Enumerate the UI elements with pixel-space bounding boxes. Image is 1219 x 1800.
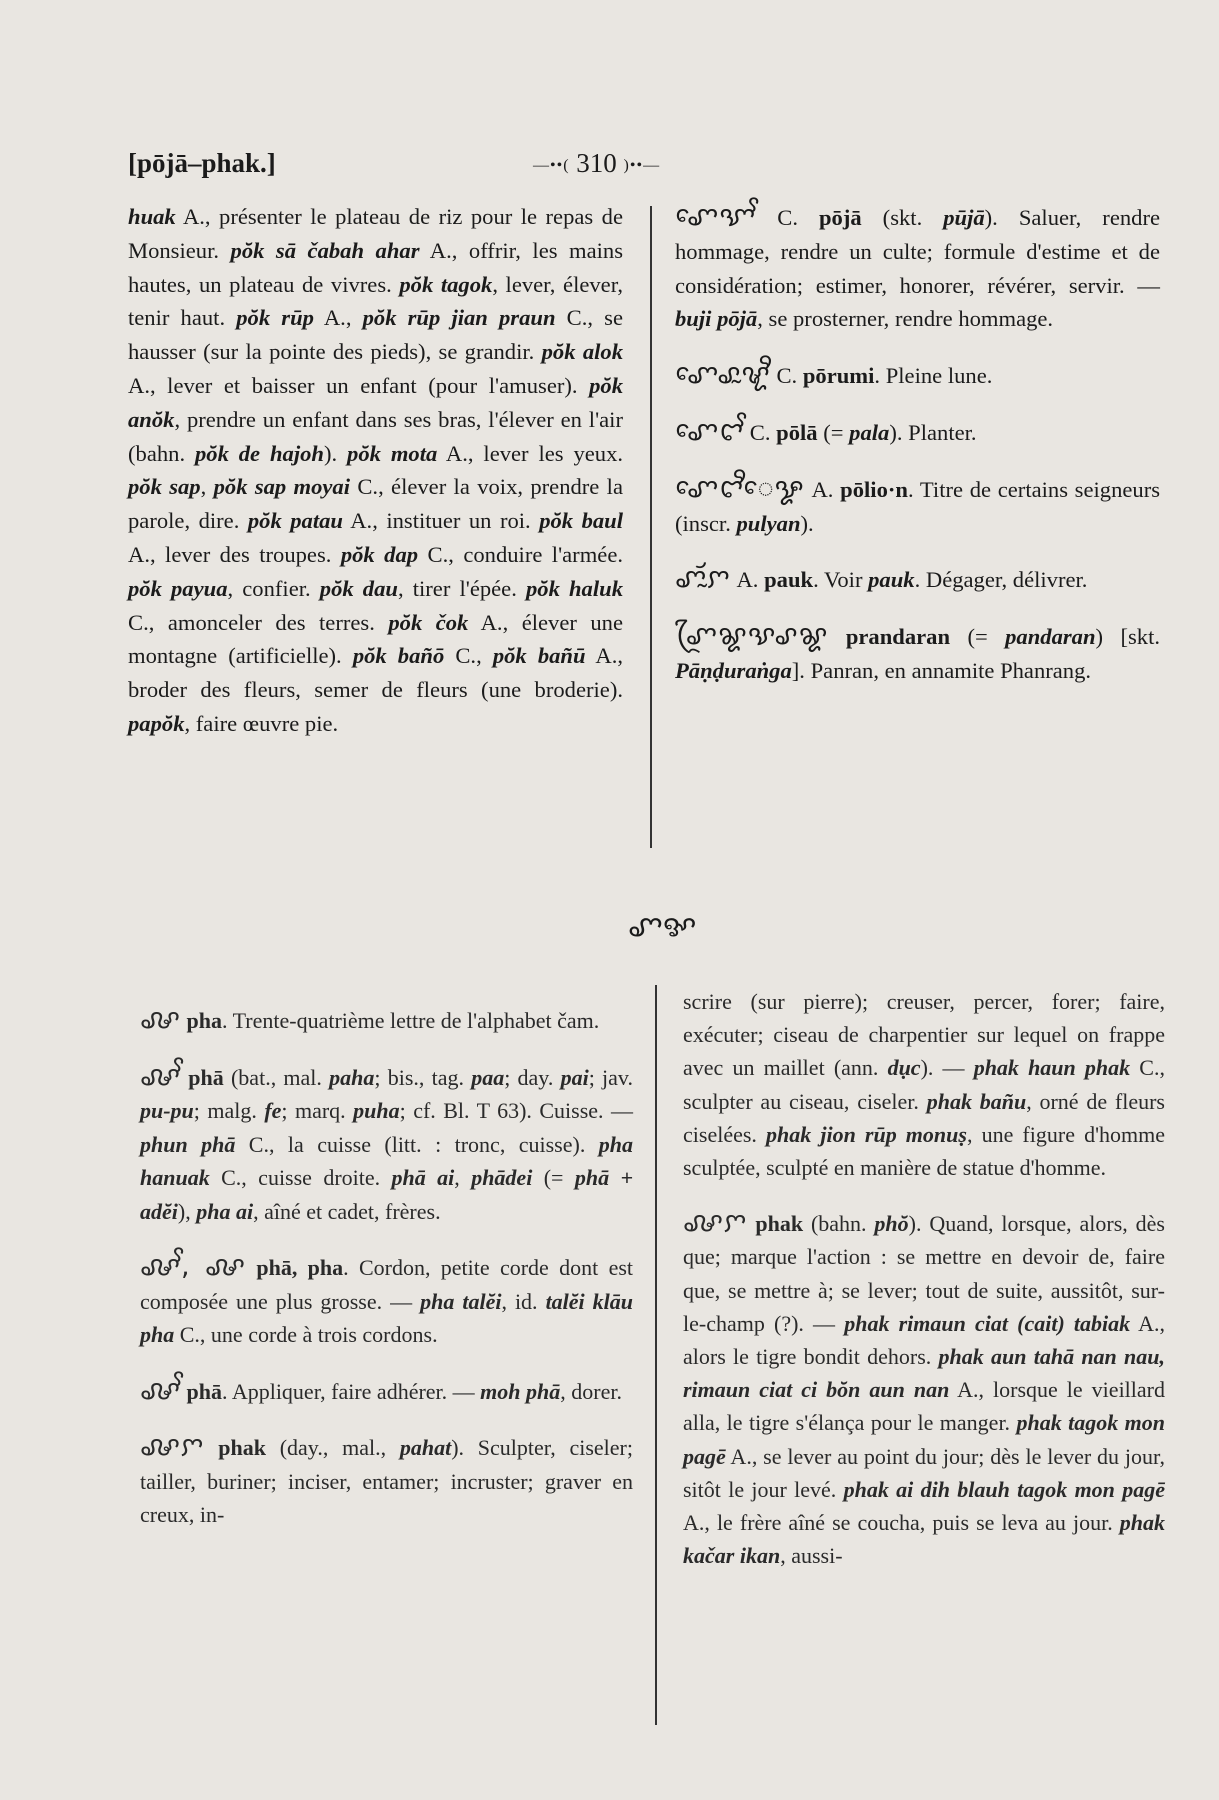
- text-run: C.: [770, 363, 803, 389]
- text-run: ). Planter.: [889, 419, 977, 445]
- text-run: , prendre un enfant dans ses bras, l'élever en l'air (bahn.: [128, 406, 623, 466]
- text-run: ; cf. Bl. T 63). Cuisse. —: [399, 1098, 633, 1123]
- text-run: C., se hausser (sur la pointe des pieds), se grandir.: [128, 305, 624, 365]
- text-run: C.: [756, 205, 819, 230]
- italic-term: pala: [849, 419, 890, 445]
- cham-script: ꨜꨆ: [683, 1207, 748, 1239]
- italic-term: pha hanuak: [140, 1131, 633, 1190]
- text-run: A., offrir, les mains hautes, un plateau de vivres.: [128, 237, 623, 297]
- text-run: ),: [177, 1198, 197, 1224]
- page-number: 310: [576, 148, 617, 178]
- text-run: ).: [800, 510, 814, 536]
- text-run: . Trente-quatrième lettre de l'alphabet čam.: [222, 1008, 600, 1033]
- italic-term: phak ai dih blauh tagok mon pagē: [843, 1476, 1165, 1502]
- italic-term: pŏk rūp jian praun: [362, 305, 556, 331]
- italic-term: pŏk baul: [539, 508, 624, 534]
- italic-term: pahat: [399, 1435, 452, 1460]
- headword: phā: [188, 1064, 224, 1090]
- headword: pōlā: [776, 419, 818, 445]
- column-left-bottom: [140, 1003, 633, 1554]
- text-run: (skt.: [861, 205, 944, 230]
- text-run: , tirer l'épée.: [397, 575, 526, 601]
- cham-script: ꨜꨩ: [140, 1060, 182, 1092]
- cham-script: ꨜꨩ: [140, 1374, 182, 1406]
- italic-term: pūjā: [943, 205, 985, 230]
- text-run: . Titre de certains seigneurs (inscr.: [675, 476, 1161, 536]
- text-run: , lever, élever, tenir haut.: [128, 271, 623, 331]
- entry-continuation: [128, 200, 623, 741]
- text-run: A., lever les yeux.: [437, 440, 624, 466]
- italic-term: paha: [329, 1064, 375, 1090]
- italic-term: phā ai: [391, 1165, 455, 1190]
- running-head: [pōjā–phak.]: [128, 148, 276, 178]
- text-run: A., instituer un roi.: [342, 508, 540, 534]
- text-run: . Pleine lune.: [874, 363, 993, 389]
- headword: pōjā: [818, 205, 862, 230]
- italic-term: phun phā: [140, 1131, 236, 1157]
- italic-term: dục: [887, 1055, 921, 1081]
- text-run: (=: [950, 624, 1006, 650]
- column-right-bottom: [683, 985, 1165, 1594]
- text-run: ; day.: [504, 1064, 561, 1090]
- italic-term: pulyan: [736, 510, 801, 536]
- italic-term: phak haun phak: [973, 1055, 1131, 1081]
- text-run: (=: [817, 419, 850, 445]
- cham-script: ꨚꨯꨤꨩ: [675, 415, 745, 447]
- italic-term: phādei: [471, 1165, 533, 1190]
- text-run: C., une corde à trois cordons.: [174, 1322, 438, 1347]
- text-run: , faire œuvre pie.: [184, 710, 339, 736]
- text-run: , confier.: [227, 575, 320, 601]
- italic-term: pŏk payua: [128, 575, 228, 601]
- entry-poja: [675, 200, 1160, 336]
- entry-polion: [675, 472, 1160, 541]
- cham-script: ꨚꨯꨤꨪꨯꨋ: [675, 472, 805, 504]
- text-run: C.,: [444, 643, 493, 669]
- text-run: C., cuisse droite.: [209, 1165, 392, 1190]
- italic-term: pu-pu: [140, 1098, 194, 1123]
- italic-term: pŏk sap moyai: [213, 474, 351, 500]
- headword: phā, pha: [256, 1255, 344, 1280]
- italic-term: pŏk mota: [347, 440, 438, 466]
- italic-term: phā + adĕi: [140, 1165, 633, 1224]
- headword: pōlio·n: [840, 476, 908, 502]
- italic-term: pŏk sap: [128, 474, 201, 500]
- italic-term: phak jion rūp monuṣ: [766, 1121, 967, 1147]
- column-left-top: [128, 200, 623, 741]
- italic-term: moh phā: [480, 1378, 561, 1404]
- text-run: ,: [200, 474, 214, 500]
- text-run: [828, 624, 845, 649]
- section-ornament: ꨚꨀ: [628, 909, 697, 944]
- italic-term: buji pōjā: [675, 306, 758, 332]
- headword: phā: [186, 1378, 223, 1404]
- text-run: , aîné et cadet, frères.: [253, 1198, 441, 1224]
- text-run: (=: [532, 1165, 575, 1190]
- text-run: C., élever la voix, prendre la parole, dire.: [128, 474, 623, 534]
- text-run: ; jav.: [588, 1064, 633, 1090]
- text-run: A.: [730, 567, 765, 593]
- text-run: . Appliquer, faire adhérer. —: [222, 1378, 481, 1404]
- entry-pha-cordon: [140, 1250, 633, 1352]
- italic-term: pŏk haluk: [525, 575, 623, 601]
- column-right-top: [675, 200, 1160, 710]
- italic-term: pandaran: [1005, 624, 1096, 650]
- italic-term: pha ai: [196, 1198, 254, 1224]
- text-run: C., sculpter au ciseau, ciseler.: [683, 1055, 1165, 1114]
- text-run: A., le frère aîné se coucha, puis se leva au jour.: [683, 1510, 1120, 1536]
- italic-term: paa: [471, 1064, 505, 1090]
- text-run: A., présenter le plateau de riz pour le repas de Monsieur.: [128, 204, 623, 263]
- text-run: (bat., mal.: [223, 1064, 330, 1090]
- text-run: ). Sculpter, ciseler; tailler, buriner; inciser, entamer; incruster; graver en creux, in-: [140, 1435, 633, 1527]
- cham-script: ꨚꨮꨭꨆ: [675, 563, 731, 595]
- text-run: scrire (sur pierre); creuser, percer, forer; faire, exécuter; ciseau de charpentier sur lequel on frappe avec un maillet (ann.: [683, 989, 1165, 1081]
- italic-term: papŏk: [128, 710, 185, 736]
- italic-term: pauk: [868, 567, 915, 593]
- text-run: ). —: [920, 1055, 974, 1081]
- entry-phak-sculpter: [140, 1430, 633, 1532]
- italic-term: pŏk de hajoh: [194, 440, 324, 466]
- text-run: ]. Panran, en annamite Phanrang.: [791, 657, 1092, 683]
- italic-term: phak rimaun ciat (cait) tabiak: [844, 1310, 1131, 1336]
- page-header: [128, 148, 1168, 188]
- column-divider-top: [650, 206, 652, 848]
- headword: pha: [186, 1008, 223, 1033]
- text-run: , aussi-: [780, 1543, 843, 1569]
- page-number-group: [533, 148, 660, 179]
- text-run: [204, 1435, 218, 1460]
- italic-term: phŏ: [874, 1211, 909, 1237]
- italic-term: pŏk bañō: [352, 643, 445, 669]
- text-run: . Cordon, petite corde dont est composée une plus grosse. —: [140, 1255, 634, 1314]
- text-run: A.,: [313, 305, 363, 331]
- text-run: [246, 1255, 256, 1280]
- text-run: , une figure d'homme sculptée, sculpté en manière de statue d'homme.: [683, 1121, 1166, 1181]
- italic-term: Pāṇḍuraṅga: [675, 657, 792, 683]
- text-run: , dorer.: [560, 1378, 622, 1404]
- column-divider-bottom: [655, 985, 657, 1725]
- text-run: ). Quand, lorsque, alors, dès que; marque l'action : se mettre en devoir de, faire que, se mettre à; se lever; tout de suite, aussitôt, sur-le-champ (?). —: [683, 1211, 1165, 1336]
- italic-term: fe: [264, 1098, 282, 1123]
- entry-continuation: [683, 985, 1165, 1184]
- entry-prandaran: [675, 619, 1160, 688]
- text-run: (day., mal.,: [265, 1435, 400, 1460]
- text-run: C., amonceler des terres.: [128, 609, 389, 635]
- italic-term: phak kačar ikan: [683, 1510, 1165, 1569]
- cham-script: ꨜꨩ, ꨜ: [140, 1251, 247, 1282]
- headword: phak: [218, 1435, 266, 1460]
- text-run: C., conduire l'armée.: [418, 541, 623, 567]
- entry-pha-letter: [140, 1003, 633, 1038]
- italic-term: puha: [353, 1098, 400, 1123]
- text-run: A., alors le tigre bondit dehors.: [683, 1310, 1165, 1370]
- entry-porumi: [675, 358, 1160, 393]
- italic-term: pŏk dap: [340, 541, 419, 567]
- text-run: , orné de fleurs ciselées.: [683, 1088, 1165, 1147]
- text-run: A., lever des troupes.: [128, 541, 341, 567]
- cham-script: ꨚꨴꨘꨕꨣꨘ: [675, 620, 829, 652]
- headword: phak: [755, 1211, 804, 1237]
- text-run: C.: [744, 419, 777, 445]
- italic-term: pŏk rūp: [236, 305, 314, 331]
- text-run: ) [skt.: [1095, 624, 1160, 650]
- italic-term: phak bañu: [926, 1088, 1027, 1114]
- headword: pauk: [764, 567, 814, 593]
- italic-term: talĕi klāu pha: [140, 1288, 634, 1347]
- headword: pōrumi: [802, 363, 875, 389]
- text-run: ; marq.: [281, 1098, 354, 1123]
- ornament-left: —••(: [533, 156, 570, 174]
- italic-term: pŏk dau: [319, 575, 398, 601]
- italic-term: pŏk anŏk: [128, 372, 623, 432]
- text-run: A., se lever au point du jour; dès le lever du jour, sitôt le jour levé.: [683, 1443, 1165, 1502]
- text-run: A.: [804, 476, 841, 502]
- text-run: C., la cuisse (litt. : tronc, cuisse).: [235, 1131, 599, 1157]
- text-run: ,: [454, 1165, 472, 1190]
- text-run: ).: [323, 440, 348, 466]
- ornament-right: )••—: [623, 156, 661, 174]
- text-run: ; malg.: [193, 1098, 265, 1123]
- headword: prandaran: [845, 624, 951, 650]
- cham-script: ꨚꨯꨣꨭꨠꨪ: [675, 359, 771, 391]
- entry-pha-appliquer: [140, 1374, 633, 1409]
- italic-term: pŏk čok: [388, 609, 469, 635]
- italic-term: phak tagok mon pagē: [683, 1410, 1165, 1469]
- entry-pauk: [675, 562, 1160, 597]
- text-run: A., lorsque le vieillard alla, le tigre s'élança pour le manger.: [683, 1377, 1165, 1436]
- text-run: A., élever une montagne (artificielle).: [128, 609, 623, 669]
- italic-term: phak aun tahā nan nau, rimaun ciat ci bŏn aun nan: [683, 1344, 1166, 1403]
- text-run: . Dégager, délivrer.: [914, 567, 1088, 593]
- text-run: . Voir: [813, 567, 869, 593]
- italic-term: huak: [128, 204, 176, 229]
- text-run: , id.: [501, 1288, 546, 1314]
- italic-term: pŏk sā čabah ahar: [230, 237, 420, 263]
- italic-term: pŏk alok: [541, 339, 623, 365]
- entry-phak-quand: [683, 1206, 1165, 1572]
- italic-term: pai: [560, 1064, 589, 1090]
- entry-pola: [675, 415, 1160, 450]
- text-run: A., broder des fleurs, semer de fleurs (une broderie).: [128, 643, 624, 703]
- text-run: A., lever et baisser un enfant (pour l'amuser).: [128, 372, 590, 398]
- italic-term: pha talĕi: [420, 1288, 502, 1314]
- text-run: ; bis., tag.: [374, 1064, 472, 1090]
- text-run: , se prosterner, rendre hommage.: [757, 306, 1054, 332]
- cham-script: ꨜ: [140, 1004, 182, 1035]
- cham-script: ꨜꨆ: [140, 1431, 205, 1462]
- italic-term: pŏk tagok: [399, 271, 493, 297]
- text-run: ). Saluer, rendre hommage, rendre un culte; formule d'estime et de considération; estimer, honorer, révérer, servir. —: [675, 205, 1160, 298]
- italic-term: pŏk bañū: [492, 643, 586, 669]
- cham-script: ꨚꨯꨎꨩ: [675, 201, 757, 232]
- text-run: (bahn.: [803, 1211, 875, 1237]
- italic-term: pŏk patau: [247, 508, 343, 534]
- entry-pha-cuisse: [140, 1060, 633, 1229]
